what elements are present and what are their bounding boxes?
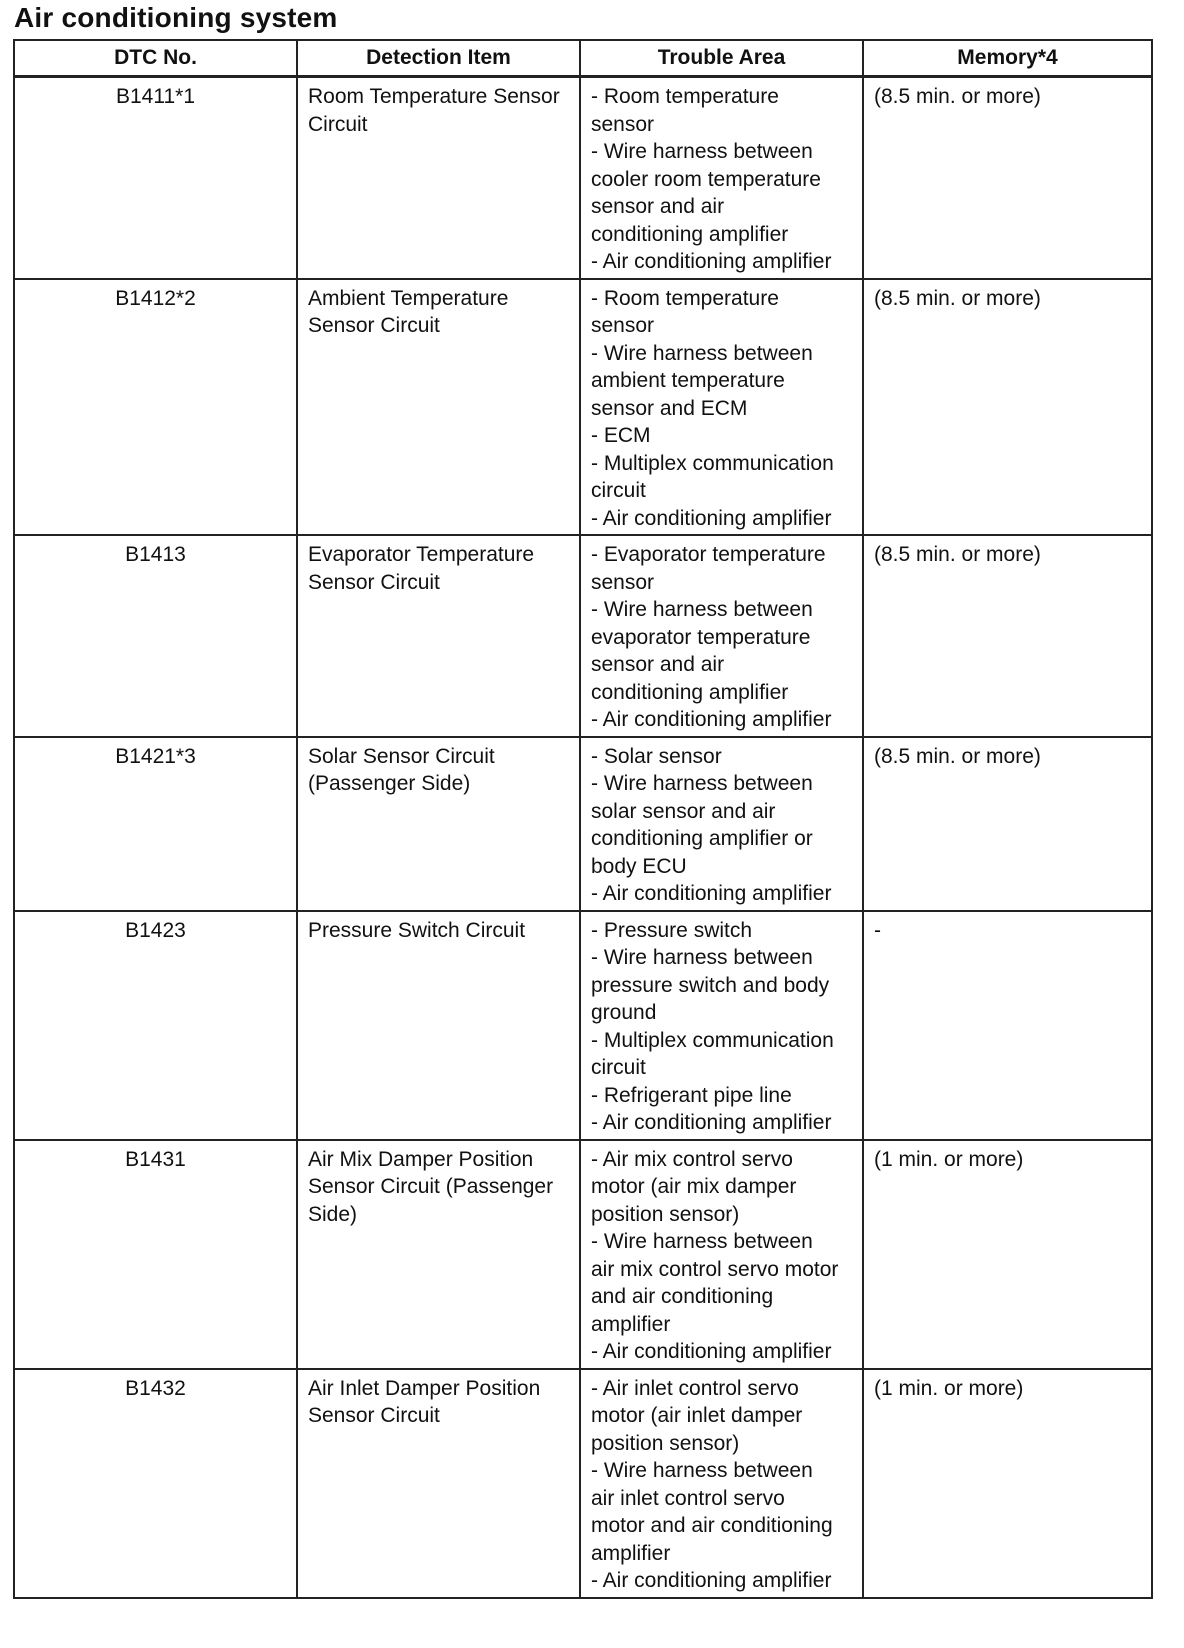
trouble-area-line: - Multiplex communication [591,451,834,475]
detection-item-cell: Room Temperature Sensor Circuit [297,77,580,279]
dtc-cell: B1411*1 [14,77,297,279]
trouble-area-line: motor (air inlet damper [591,1404,803,1427]
table-row [14,1369,1152,1598]
trouble-area-line: - Pressure switch [591,918,753,942]
detection-item-cell: Ambient Temperature Sensor Circuit [297,279,580,536]
trouble-area-line: - Air mix control servo [591,1147,793,1171]
trouble-area-line: - Room temperature [591,85,779,108]
trouble-area-line: sensor and air [591,653,725,676]
table-row [14,737,1152,911]
trouble-area-cell [580,1369,863,1598]
table-row [14,77,1152,279]
detection-item-cell: Pressure Switch Circuit [297,911,580,1140]
trouble-area-line: - Evaporator temperature [591,543,826,566]
dtc-cell: B1432 [14,1369,297,1598]
trouble-area-line: air inlet control servo [591,1486,785,1510]
trouble-area-line: circuit [591,1056,646,1079]
trouble-area-line: - ECM [591,424,651,447]
trouble-area-line: - Air conditioning amplifier [591,1111,832,1134]
trouble-area-line: - Air conditioning amplifier [591,882,832,905]
memory-cell: (8.5 min. or more) [863,737,1152,911]
page-title: Air conditioning system [14,2,338,33]
table-row [14,911,1152,1140]
table-row [14,535,1152,737]
trouble-area-line: sensor and ECM [591,396,748,420]
dtc-cell: B1421*3 [14,737,297,911]
memory-cell: (8.5 min. or more) [863,77,1152,279]
trouble-area-line: cooler room temperature [591,167,821,191]
trouble-area-line: position sensor) [591,1431,740,1455]
trouble-area-line: amplifier [591,1541,671,1565]
trouble-area-line: - Wire harness between [591,140,813,163]
trouble-area-line: - Wire harness between [591,772,813,795]
trouble-area-cell [580,535,863,737]
table-header-row [14,40,1152,77]
column-header-dtc-no: DTC No. [14,40,297,77]
trouble-area-line: conditioning amplifier or [591,827,813,850]
trouble-area-cell [580,77,863,279]
trouble-area-line: - Refrigerant pipe line [591,1083,792,1107]
trouble-area-line: - Air conditioning amplifier [591,708,832,731]
dtc-cell: B1423 [14,911,297,1140]
trouble-area-line: sensor and air [591,195,725,218]
trouble-area-line: sensor [591,314,655,337]
trouble-area-line: - Wire harness between [591,1230,813,1253]
memory-cell: (1 min. or more) [863,1369,1152,1598]
trouble-area-cell [580,279,863,536]
trouble-area-line: - Multiplex communication [591,1028,834,1052]
trouble-area-cell [580,737,863,911]
detection-item-cell: Air Inlet Damper Position Sensor Circuit [297,1369,580,1598]
trouble-area-line: ambient temperature [591,369,785,392]
memory-cell: (8.5 min. or more) [863,535,1152,737]
dtc-cell: B1412*2 [14,279,297,536]
trouble-area-line: conditioning amplifier [591,222,789,246]
memory-cell: - [863,911,1152,1140]
detection-item-cell: Evaporator Temperature Sensor Circuit [297,535,580,737]
trouble-area-line: - Wire harness between [591,1459,813,1482]
table-row [14,1140,1152,1369]
trouble-area-line: - Air inlet control servo [591,1376,799,1400]
trouble-area-line: sensor [591,570,655,594]
trouble-area-line: - Air conditioning amplifier [591,1340,832,1363]
trouble-area-line: sensor [591,112,655,136]
trouble-area-line: - Room temperature [591,286,779,310]
trouble-area-line: - Air conditioning amplifier [591,250,832,273]
trouble-area-line: air mix control servo motor [591,1257,839,1281]
trouble-area-line: - Wire harness between [591,598,813,621]
trouble-area-line: pressure switch and body [591,973,830,997]
trouble-area-line: evaporator temperature [591,625,811,649]
trouble-area-cell [580,1140,863,1369]
dtc-cell: B1413 [14,535,297,737]
trouble-area-line: - Wire harness between [591,946,813,969]
memory-cell: (1 min. or more) [863,1140,1152,1369]
table-body [14,77,1152,1598]
dtc-cell: B1431 [14,1140,297,1369]
trouble-area-line: amplifier [591,1312,671,1336]
detection-item-cell: Air Mix Damper Position Sensor Circuit (Passenger Side) [297,1140,580,1369]
trouble-area-line: circuit [591,479,646,502]
column-header-trouble-area: Trouble Area [580,40,863,77]
memory-cell: (8.5 min. or more) [863,279,1152,536]
trouble-area-line: - Air conditioning amplifier [591,506,832,530]
detection-item-cell: Solar Sensor Circuit (Passenger Side) [297,737,580,911]
trouble-area-line: ground [591,1001,657,1024]
trouble-area-line: and air conditioning [591,1285,774,1308]
trouble-area-line: motor and air conditioning [591,1514,833,1537]
table-row [14,279,1152,536]
trouble-area-cell [580,911,863,1140]
trouble-area-line: conditioning amplifier [591,680,789,704]
trouble-area-line: body ECU [591,854,687,878]
trouble-area-line: - Wire harness between [591,341,813,365]
dtc-table [13,39,1153,1599]
column-header-detection-item: Detection Item [297,40,580,77]
trouble-area-line: - Solar sensor [591,744,722,768]
trouble-area-line: position sensor) [591,1202,740,1226]
trouble-area-line: motor (air mix damper [591,1175,797,1198]
trouble-area-line: solar sensor and air [591,799,776,823]
column-header-memory: Memory*4 [863,40,1152,77]
trouble-area-line: - Air conditioning amplifier [591,1569,832,1592]
